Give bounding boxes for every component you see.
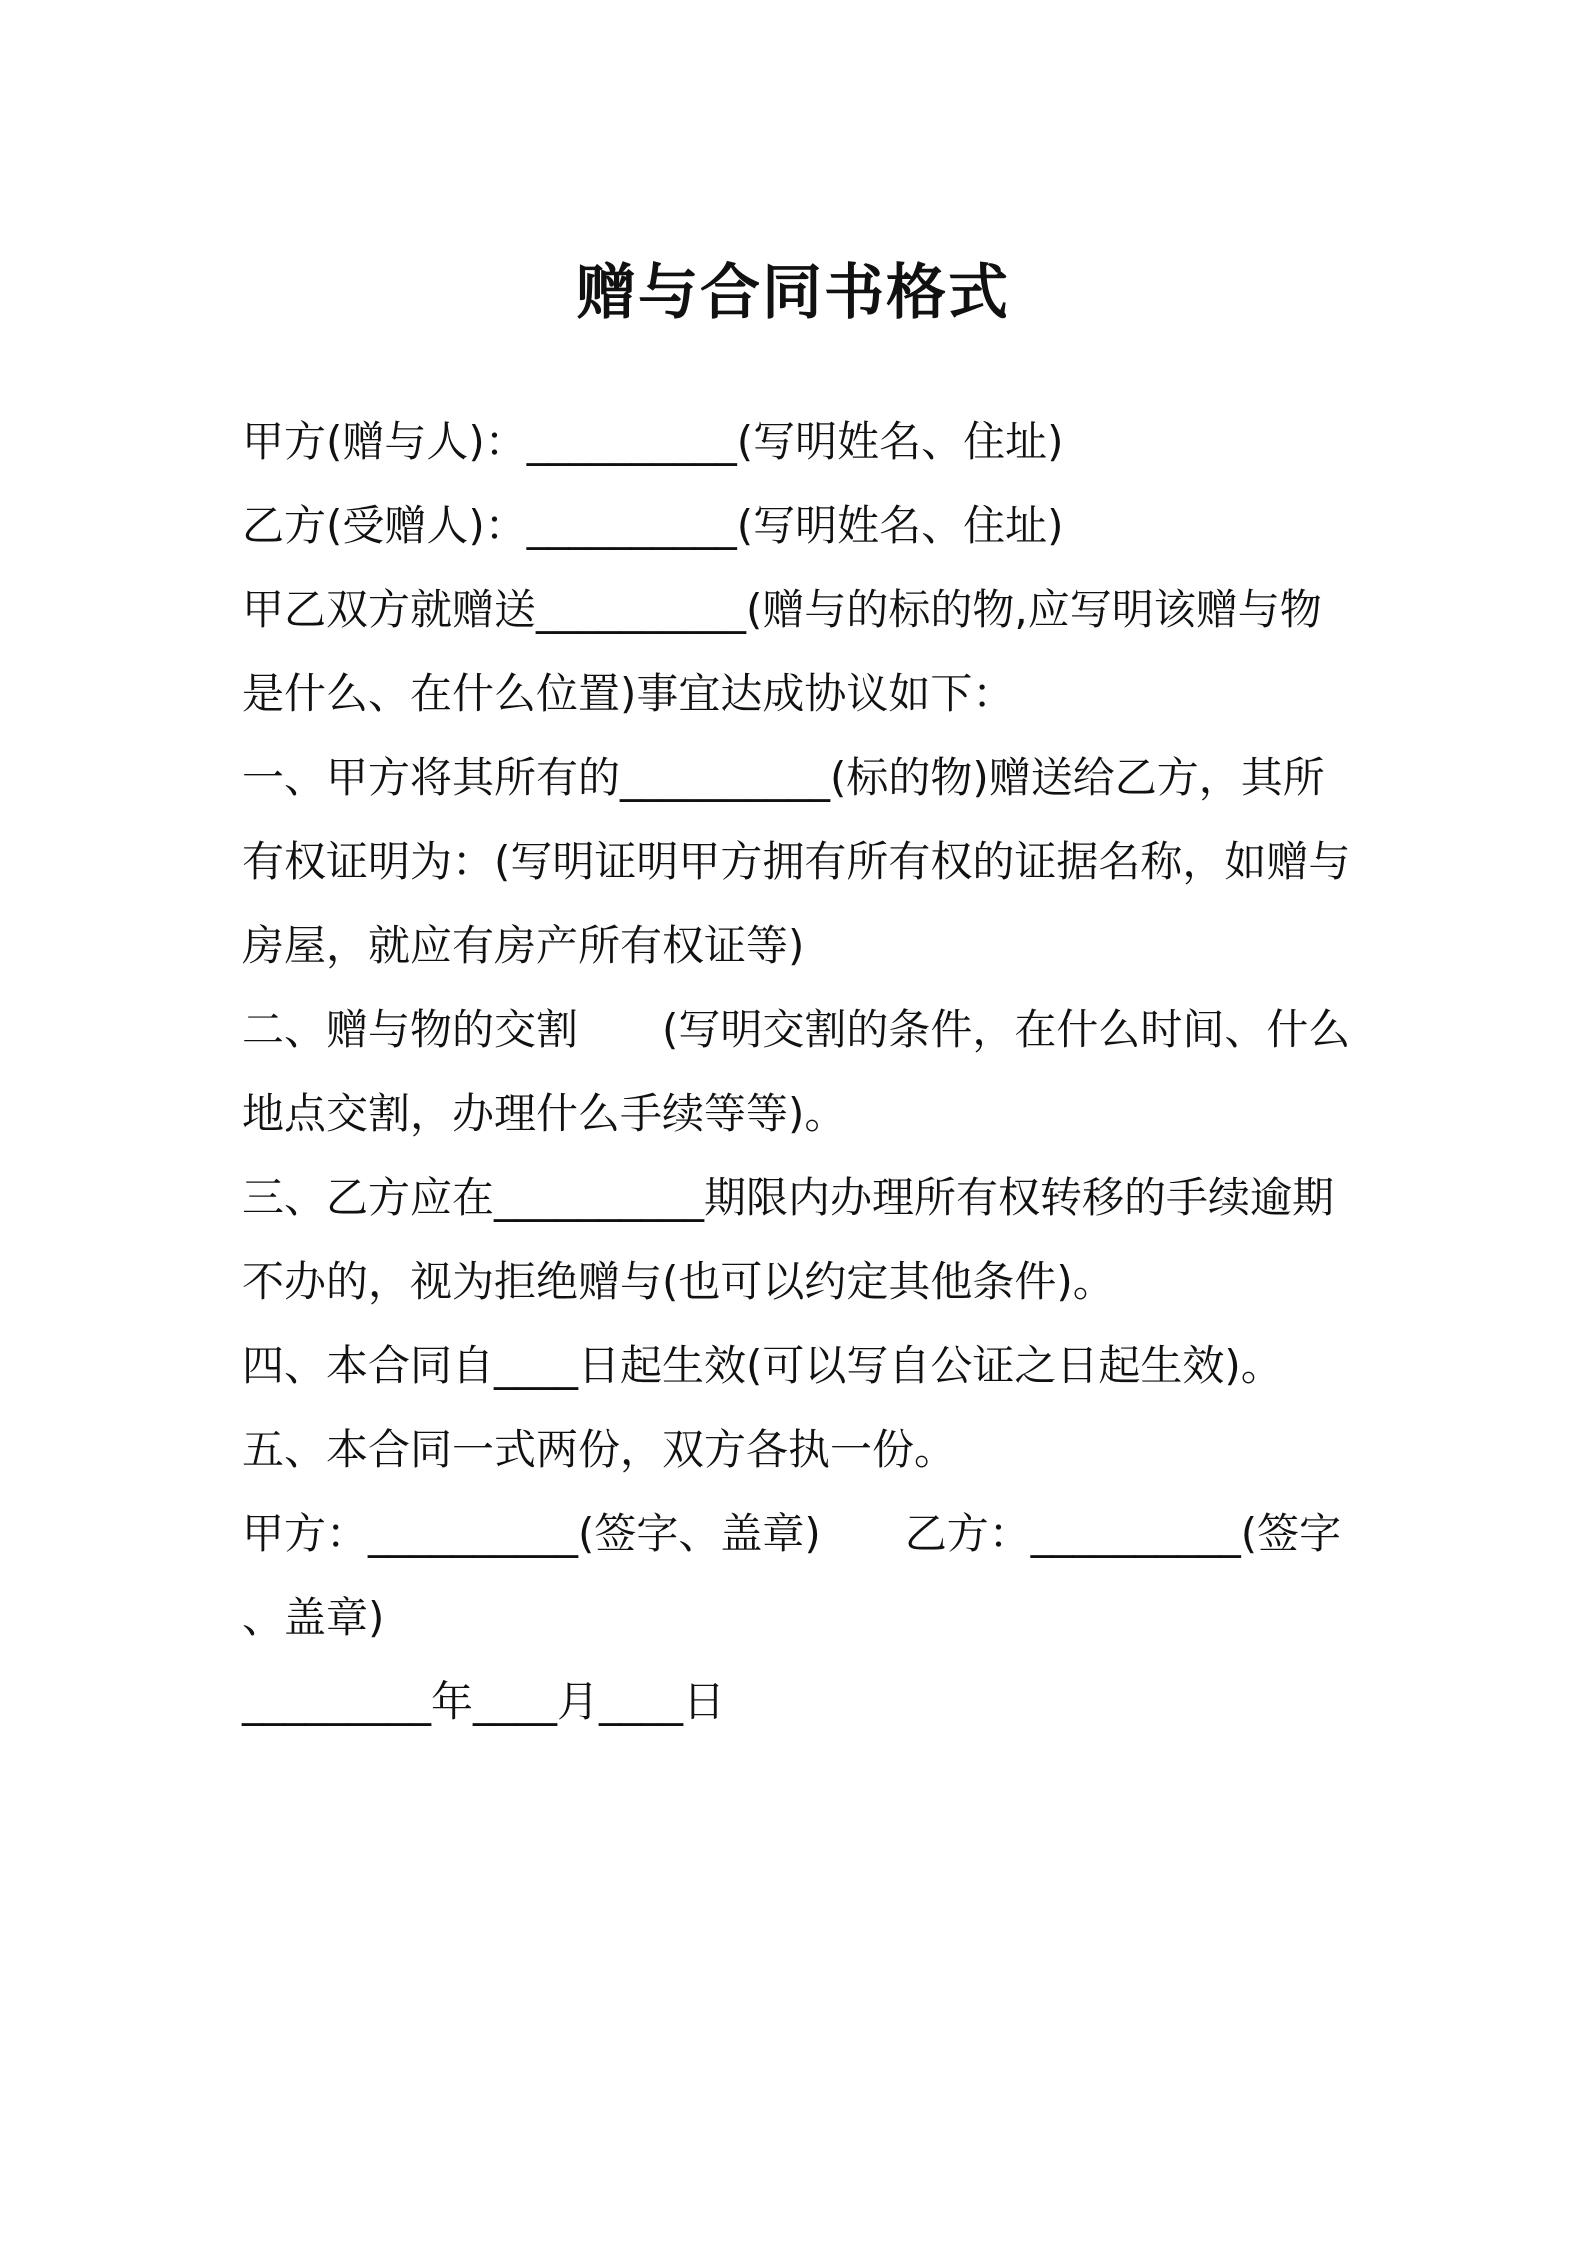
agreement-intro-line-1: 甲乙双方就赠送__________(赠与的标的物,应写明该赠与物 [242, 585, 1322, 634]
clause-3-line-2: 不办的，视为拒绝赠与(也可以约定其他条件)。 [242, 1257, 1115, 1306]
document-body [242, 400, 1360, 1744]
clause-2-line-2: 地点交割，办理什么手续等等)。 [242, 1089, 847, 1138]
party-a-line: 甲方(赠与人)：__________(写明姓名、住址) [242, 417, 1064, 466]
clause-1-line-3: 房屋，就应有房产所有权证等) [242, 921, 805, 970]
agreement-intro-line-2: 是什么、在什么位置)事宜达成协议如下： [242, 669, 1015, 718]
document-title: 赠与合同书格式 [576, 258, 1010, 328]
clause-1-line-1: 一、甲方将其所有的__________(标的物)赠送给乙方，其所 [242, 753, 1325, 802]
party-b-line: 乙方(受赠人)：__________(写明姓名、住址) [242, 501, 1064, 550]
signature-line-2: 、盖章) [242, 1593, 385, 1642]
clause-3-line-1: 三、乙方应在__________期限内办理所有权转移的手续逾期 [242, 1173, 1335, 1222]
signature-line-1: 甲方：__________(签字、盖章) 乙方：__________(签字 [242, 1509, 1342, 1558]
clause-5-line: 五、本合同一式两份，双方各执一份。 [242, 1425, 957, 1474]
date-line: _________年____月____日 [242, 1677, 726, 1726]
clause-4-line: 四、本合同自____日起生效(可以写自公证之日起生效)。 [242, 1341, 1283, 1390]
clause-1-line-2: 有权证明为：(写明证明甲方拥有所有权的证据名称，如赠与 [242, 837, 1351, 886]
clause-2-line-1: 二、赠与物的交割 (写明交割的条件，在什么时间、什么 [242, 1005, 1351, 1054]
